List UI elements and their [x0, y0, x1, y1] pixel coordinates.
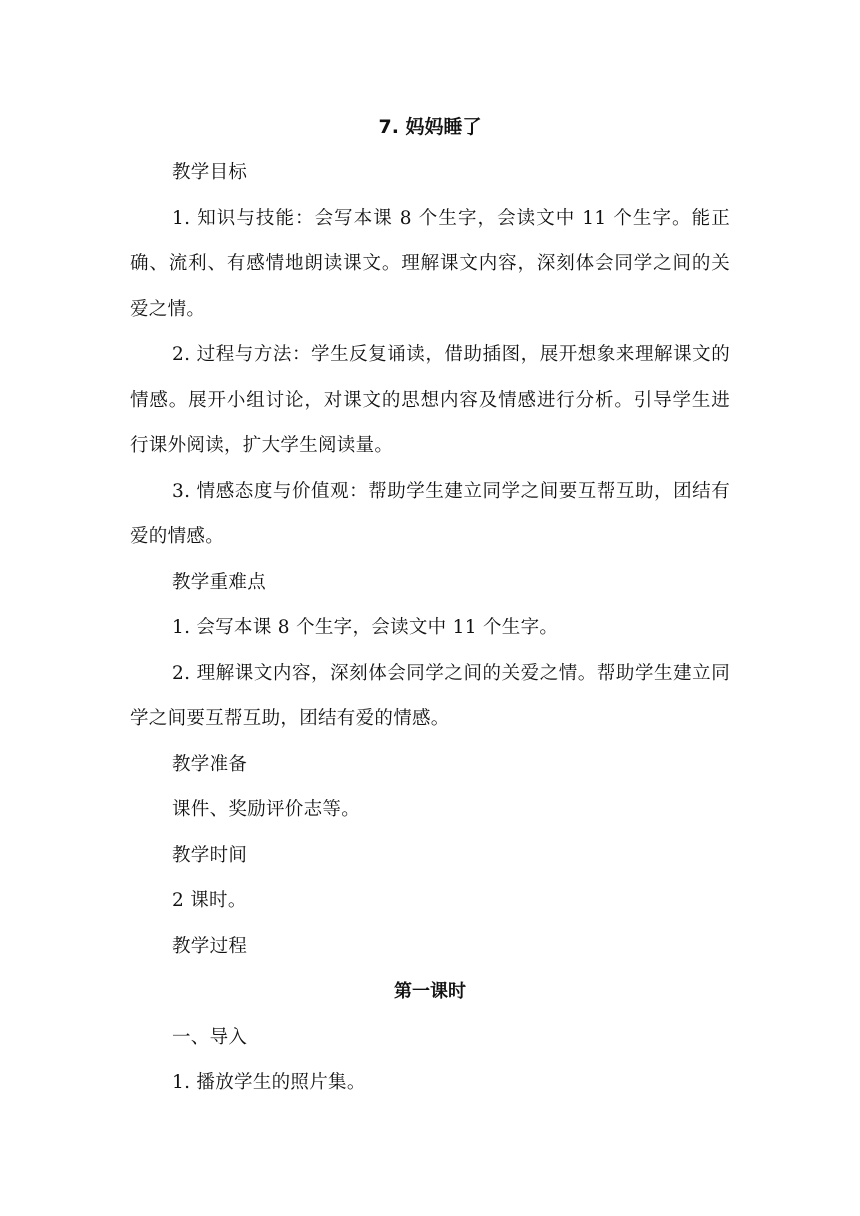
- step-play-photos: 1. 播放学生的照片集。: [172, 1072, 366, 1093]
- document-page: [130, 104, 730, 1106]
- heading-preparation: 教学准备: [172, 753, 248, 775]
- goal-process-method: 2. 过程与方法：学生反复诵读，借助插图，展开想象来理解课文的情感。展开小组讨论，对课文的思想内容及情感进行分析。引导学生进行课外阅读，扩大学生阅读量。: [130, 344, 730, 456]
- heading-teaching-process: 教学过程: [172, 935, 248, 957]
- goal-knowledge-skills: 1. 知识与技能：会写本课 8 个生字，会读文中 11 个生字。能正确、流利、有感情地朗读课文。理解课文内容，深刻体会同学之间的关爱之情。: [130, 207, 730, 320]
- preparation-text: 课件、奖励评价志等。: [172, 799, 361, 820]
- step-introduction: 一、导入: [172, 1026, 248, 1048]
- key-point-2: 2. 理解课文内容，深刻体会同学之间的关爱之情。帮助学生建立同学之间要互帮互助，团结有爱的情感。: [130, 662, 730, 729]
- goal-emotion-values: 3. 情感态度与价值观：帮助学生建立同学之间要互帮互助，团结有爱的情感。: [130, 480, 730, 547]
- section-title: 第一课时: [394, 981, 466, 1002]
- heading-key-difficulties: 教学重难点: [172, 571, 267, 593]
- heading-teaching-time: 教学时间: [172, 844, 248, 866]
- teaching-time-text: 2 课时。: [172, 890, 247, 911]
- key-point-1: 1. 会写本课 8 个生字，会读文中 11 个生字。: [172, 617, 559, 638]
- heading-teaching-goals: 教学目标: [172, 162, 248, 183]
- document-title: 7. 妈妈睡了: [378, 116, 482, 138]
